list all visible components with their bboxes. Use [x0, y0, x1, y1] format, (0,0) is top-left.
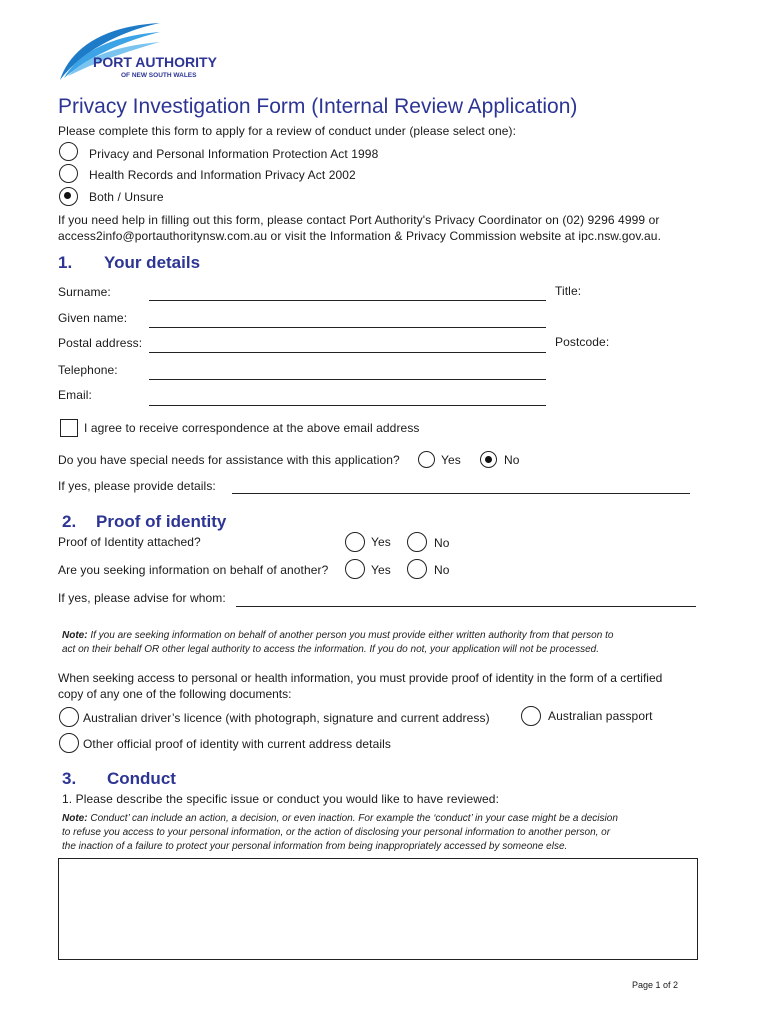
act-label-hrip: Health Records and Information Privacy Act 2002 [89, 168, 356, 182]
telephone-field[interactable] [149, 379, 546, 380]
section3-note-line2: to refuse you access to your personal information, or the action of disclosing your personal information to another person, or [62, 827, 611, 838]
poi-attached-yes-label: Yes [371, 535, 391, 549]
logo-subtitle: OF NEW SOUTH WALES [121, 72, 197, 79]
section2-number: 2. [62, 512, 77, 531]
section2-heading: Proof of identity [96, 512, 227, 531]
special-needs-no-radio[interactable] [480, 451, 497, 468]
postcode-label: Postcode: [555, 335, 610, 349]
section1-number: 1. [58, 253, 73, 272]
agree-label: I agree to receive correspondence at the above email address [84, 421, 420, 435]
section3-note-line1: Conduct’ can include an action, a decision, or even inaction. For example the ‘conduct’ in your case might be a decision [87, 813, 618, 824]
behalf-question: Are you seeking information on behalf of another? [58, 563, 329, 577]
act-radio-ppip[interactable] [59, 142, 78, 161]
conduct-question: 1. Please describe the specific issue or conduct you would like to have reviewed: [62, 792, 499, 806]
section3-note [62, 812, 712, 854]
given-name-label: Given name: [58, 311, 128, 325]
poi-attached-no-radio[interactable] [407, 532, 427, 552]
poi-attached-question: Proof of Identity attached? [58, 535, 201, 549]
doc-other-radio[interactable] [59, 733, 79, 753]
telephone-label: Telephone: [58, 363, 118, 377]
act-radio-hrip[interactable] [59, 164, 78, 183]
act-label-ppip: Privacy and Personal Information Protection Act 1998 [89, 147, 379, 161]
behalf-advise-label: If yes, please advise for whom: [58, 591, 226, 605]
postal-address-label: Postal address: [58, 336, 143, 350]
page-number: Page 1 of 2 [632, 980, 679, 990]
section1-heading: Your details [104, 253, 201, 272]
surname-field[interactable] [149, 300, 546, 301]
section3-heading: Conduct [107, 769, 176, 788]
doc-licence-radio[interactable] [59, 707, 79, 727]
email-label: Email: [58, 388, 92, 402]
title-label: Title: [555, 284, 582, 298]
seek-text-line2: copy of any one of the following documents: [58, 687, 292, 701]
help-text-line1: If you need help in filling out this form, please contact Port Authority's Privacy Coordinator on (02) 9296 4999 or [58, 213, 660, 227]
intro-text: Please complete this form to apply for a review of conduct under (please select one): [58, 124, 517, 138]
port-authority-logo [56, 20, 246, 86]
poi-attached-yes-radio[interactable] [345, 532, 365, 552]
section2-note-label: Note: [62, 630, 88, 641]
agree-checkbox[interactable] [60, 419, 78, 437]
conduct-text-area[interactable] [58, 858, 698, 960]
doc-passport-radio[interactable] [521, 706, 541, 726]
special-details-field[interactable] [232, 493, 690, 494]
special-needs-question: Do you have special needs for assistance with this application? [58, 453, 400, 467]
special-needs-no-label: No [504, 453, 520, 467]
seek-text-line1: When seeking access to personal or health information, you must provide proof of identity in the form of a certified [58, 671, 663, 685]
special-needs-yes-label: Yes [441, 453, 461, 467]
special-needs-yes-radio[interactable] [418, 451, 435, 468]
doc-passport-label: Australian passport [548, 709, 653, 723]
postal-address-field[interactable] [149, 352, 546, 353]
section3-note-line3: the inaction of a failure to protect your personal information from being inappropriately accessed by someone else. [62, 841, 568, 852]
behalf-yes-label: Yes [371, 563, 391, 577]
page-title: Privacy Investigation Form (Internal Review Application) [58, 95, 578, 118]
surname-label: Surname: [58, 285, 111, 299]
section2-note-line2: act on their behalf OR other legal authority to access the information. If you do not, your application will not be processed. [62, 644, 599, 655]
special-details-label: If yes, please provide details: [58, 479, 216, 493]
seek-text [58, 670, 708, 702]
email-field[interactable] [149, 405, 546, 406]
act-radio-both[interactable] [59, 187, 78, 206]
doc-other-label: Other official proof of identity with current address details [83, 737, 392, 751]
behalf-advise-field[interactable] [236, 606, 696, 607]
section3-note-label: Note: [62, 813, 88, 824]
behalf-no-label: No [434, 563, 450, 577]
poi-attached-no-label: No [434, 536, 450, 550]
section2-note [62, 629, 702, 657]
section3-number: 3. [62, 769, 77, 788]
help-text-line2: access2info@portauthoritynsw.com.au or visit the Information & Privacy Commission website at ipc.nsw.gov.au. [58, 229, 662, 243]
given-name-field[interactable] [149, 327, 546, 328]
act-label-both: Both / Unsure [89, 190, 164, 204]
doc-licence-label: Australian driver’s licence (with photograph, signature and current address) [83, 711, 490, 725]
behalf-no-radio[interactable] [407, 559, 427, 579]
section2-note-line1: If you are seeking information on behalf of another person you must provide either written authority from that person to [87, 630, 614, 641]
behalf-yes-radio[interactable] [345, 559, 365, 579]
logo-name: PORT AUTHORITY [93, 54, 217, 70]
